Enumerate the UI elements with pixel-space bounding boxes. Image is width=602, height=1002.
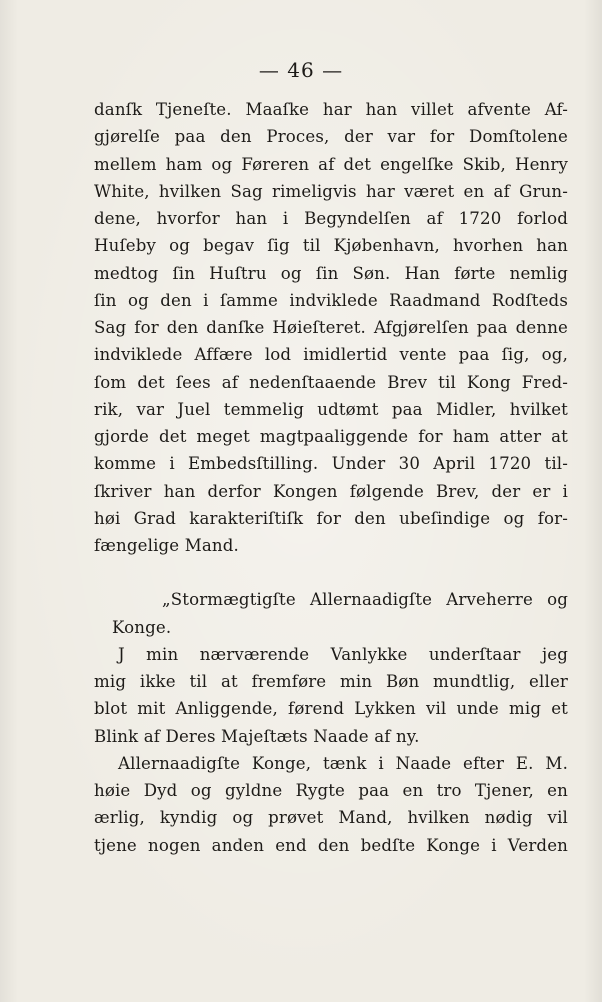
text-line: ſkriver han derfor Kongen følgende Brev, der er i [94,481,568,501]
paragraph-1 [94,96,568,559]
text-line: høi Grad karakteriſtiſk for den ubeſindige og for- [94,508,568,528]
text-line: dene, hvorfor han i Begyndelſen af 1720 forlod [94,209,568,228]
text-line: J min nærværende Vanlykke underſtaar jeg [118,644,568,664]
text-line: indviklede Affære lod imidlertid vente paa ſig, og, [94,345,568,365]
text-line: tjene nogen anden end den bedſte Konge i Verden [94,835,568,855]
text-line: Sag for den danſke Høieſteret. Afgjørelſen paa denne [94,318,568,337]
text-line: ærlig, kyndig og prøvet Mand, hvilken nødig vil [94,808,568,828]
text-line: gjorde det meget magtpaaliggende for ham atter at [94,427,568,446]
text-line: White, hvilken Sag rimeligvis har været en af Grun- [94,181,568,201]
text-line: Allernaadigſte Konge, tænk i Naade efter E. M. [118,753,568,773]
text-line: gjørelſe paa den Proces, der var for Domſtolene [94,127,568,147]
page-number: — 46 — [258,58,344,82]
text-line: „Stormægtigſte Allernaadigſte Arveherre og [162,590,568,610]
text-line: blot mit Anliggende, førend Lykken vil unde mig et [94,699,568,719]
text-line: ſin og den i ſamme indviklede Raadmand Rodſteds [94,290,568,310]
paragraph-2 [94,641,568,750]
paragraph-3 [94,750,568,859]
text-line: Huſeby og begav ſig til Kjøbenhavn, hvorhen han [94,236,568,256]
text-line: mig ikke til at fremføre min Bøn mundtlig, eller [94,672,568,691]
text-line: Blink af Deres Majeſtæts Naade af ny. [94,726,420,746]
text-line: ſom det ſees af nedenſtaaende Brev til Kong Fred- [94,372,568,392]
letter-salutation [94,586,568,641]
text-line: komme i Embedsſtilling. Under 30 April 1720 til- [94,454,568,474]
text-line: fængelige Mand. [94,536,239,555]
text-line: medtog ſin Huſtru og ſin Søn. Han førte nemlig [94,263,568,283]
text-line: mellem ham og Føreren af det engelſke Skib, Henry [94,154,568,174]
text-line: danſk Tjeneſte. Maaſke har han villet afvente Af- [94,100,568,119]
text-line: rik, var Juel temmelig udtømt paa Midler, hvilket [94,399,568,419]
text-line: Konge. [112,617,172,637]
text-line: høie Dyd og gyldne Rygte paa en tro Tjener, en [94,781,568,800]
paragraph-gap [94,559,568,586]
text-block [94,96,568,859]
